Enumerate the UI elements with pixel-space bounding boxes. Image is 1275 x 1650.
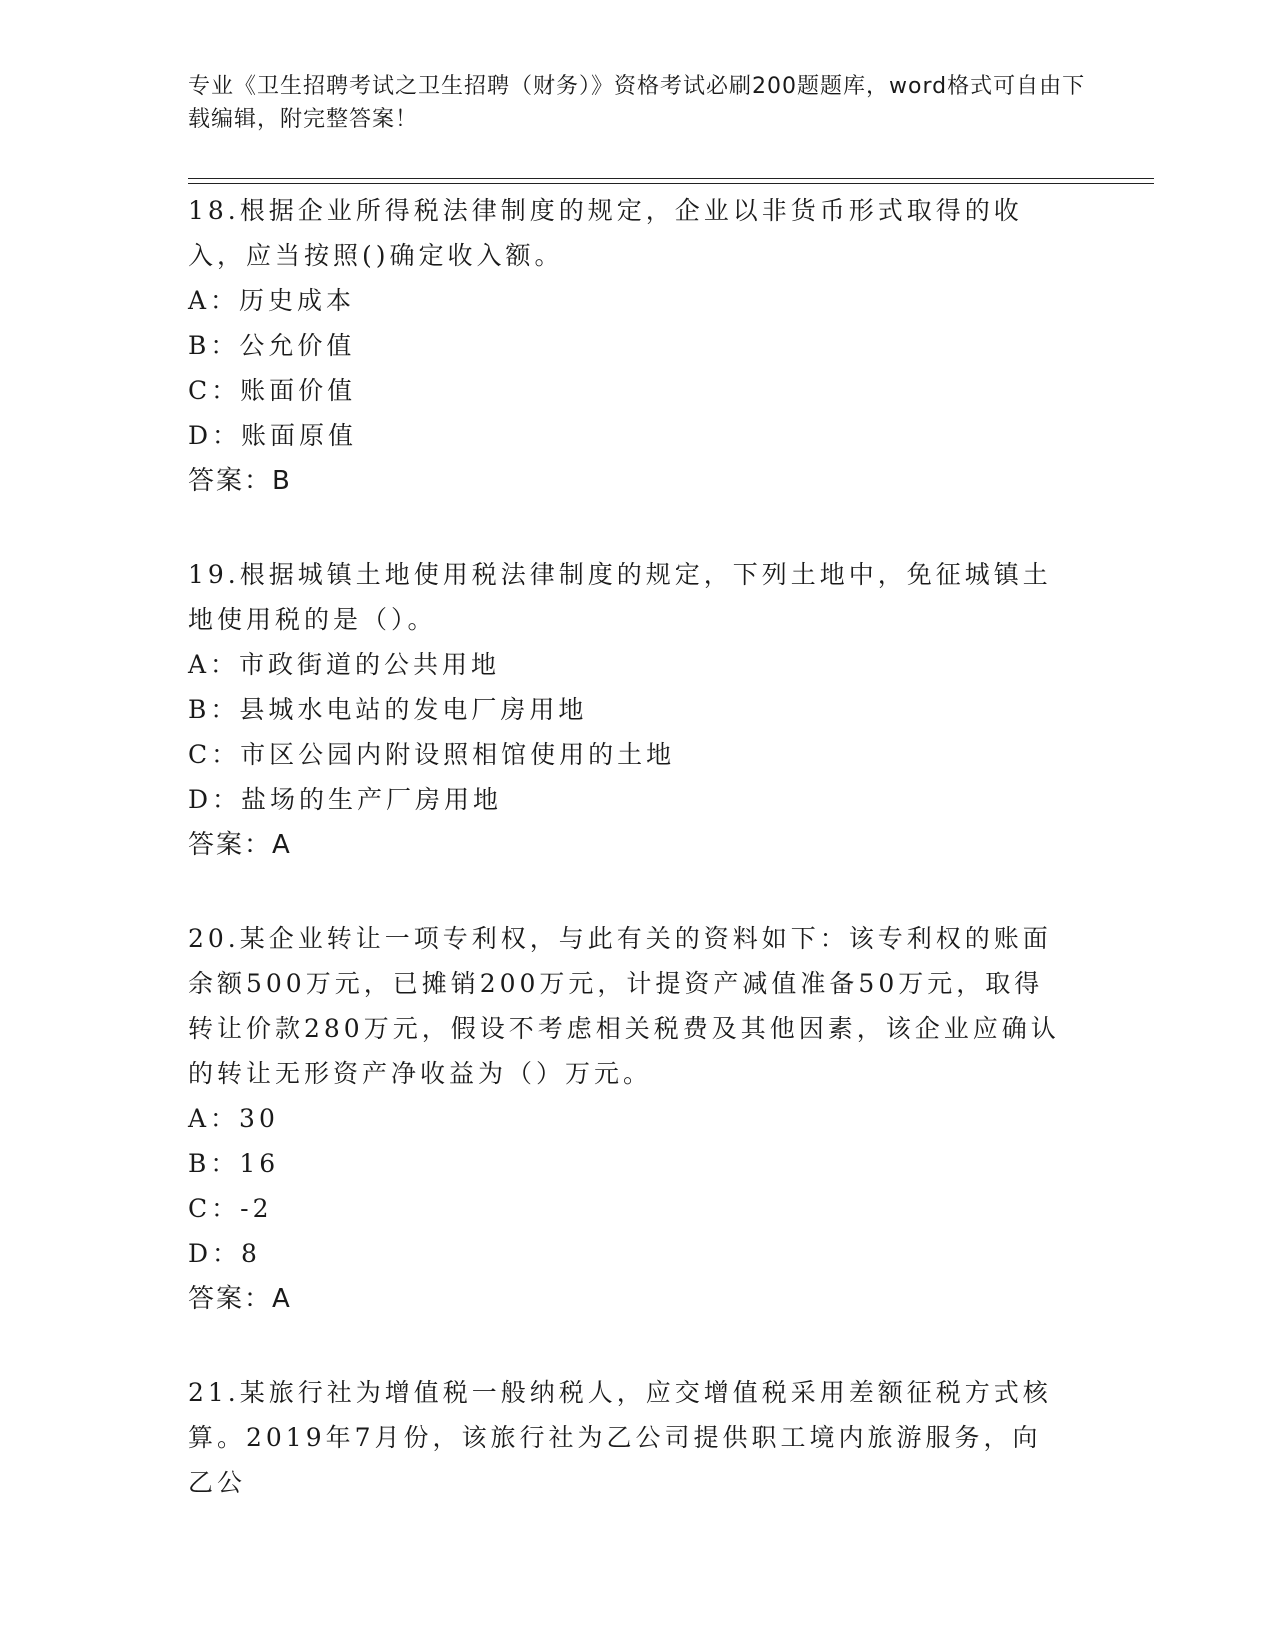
option-c: C：账面价值 <box>188 376 357 405</box>
question-18 <box>188 188 1068 504</box>
question-21 <box>188 1370 1068 1505</box>
option-d: D：8 <box>188 1239 261 1268</box>
option-a: A：30 <box>188 1104 279 1133</box>
question-stem: 21.某旅行社为增值税一般纳税人，应交增值税采用差额征税方式核算。2019年7月份，该旅行社为乙公司提供职工境内旅游服务，向乙公 <box>188 1378 1052 1497</box>
question-stem: 20.某企业转让一项专利权，与此有关的资料如下：该专利权的账面余额500万元，已摊销200万元，计提资产减值准备50万元，取得转让价款280万元，假设不考虑相关税费及其他因素，该企业应确认的转让无形资产净收益为（）万元。 <box>188 924 1060 1088</box>
question-list <box>188 188 1068 1505</box>
option-d: D：账面原值 <box>188 421 358 450</box>
question-19 <box>188 552 1068 868</box>
option-a: A：历史成本 <box>188 286 356 315</box>
question-20 <box>188 916 1068 1322</box>
header-divider-bottom <box>188 183 1154 184</box>
header-divider-top <box>188 178 1154 179</box>
option-c: C：市区公园内附设照相馆使用的土地 <box>188 740 676 769</box>
question-stem: 19.根据城镇土地使用税法律制度的规定，下列土地中，免征城镇土地使用税的是（）。 <box>188 560 1052 634</box>
option-b: B：县城水电站的发电厂房用地 <box>188 695 588 724</box>
answer: 答案：A <box>188 1284 292 1314</box>
answer: 答案：A <box>188 830 292 860</box>
option-b: B：公允价值 <box>188 331 356 360</box>
option-a: A：市政街道的公共用地 <box>188 650 501 679</box>
option-c: C：-2 <box>188 1194 273 1223</box>
answer: 答案：B <box>188 466 292 496</box>
page-header: 专业《卫生招聘考试之卫生招聘（财务）》资格考试必刷200题题库，word格式可自由下载编辑，附完整答案！ <box>188 74 1086 132</box>
question-stem: 18.根据企业所得税法律制度的规定，企业以非货币形式取得的收入，应当按照()确定收入额。 <box>188 196 1023 270</box>
option-b: B：16 <box>188 1149 280 1178</box>
option-d: D：盐场的生产厂房用地 <box>188 785 503 814</box>
